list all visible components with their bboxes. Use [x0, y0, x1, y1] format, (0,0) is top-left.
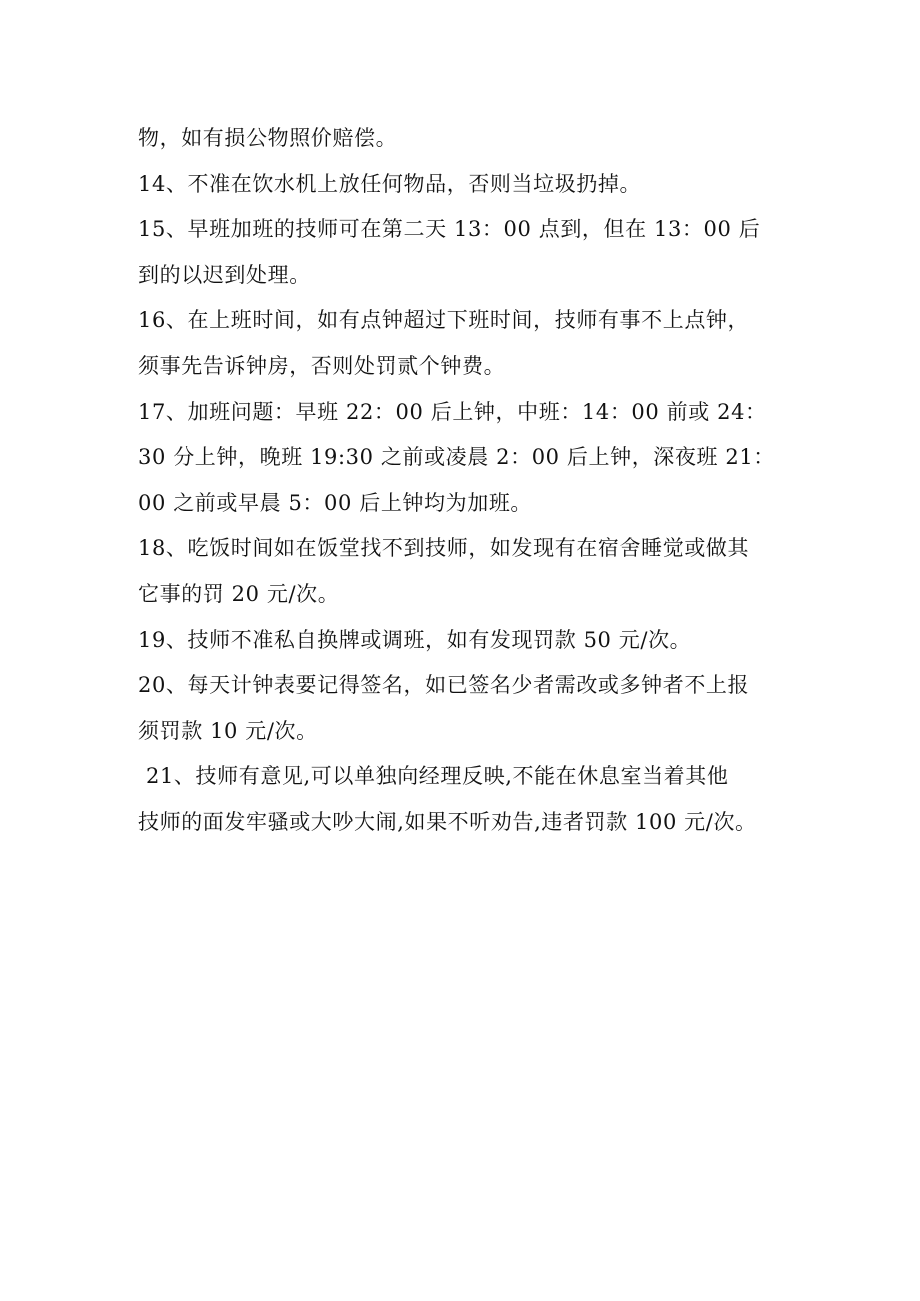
rule-21-continued: 技师的面发牢骚或大吵大闹,如果不听劝告,违者罚款 100 元/次。 [138, 809, 757, 834]
rule-17-continued: 30 分上钟，晚班 19:30 之前或凌晨 2：00 后上钟，深夜班 21： [138, 445, 775, 470]
rule-15: 15、早班加班的技师可在第二天 13：00 点到，但在 13：00 后 [138, 217, 761, 242]
rule-14: 14、不准在饮水机上放任何物品，否则当垃圾扔掉。 [138, 171, 642, 196]
rule-19: 19、技师不准私自换牌或调班，如有发现罚款 50 元/次。 [138, 627, 692, 652]
rule-21: 21、技师有意见,可以单独向经理反映,不能在休息室当着其他 [146, 764, 729, 789]
rule-20: 20、每天计钟表要记得签名，如已签名少者需改或多钟者不上报 [138, 673, 750, 698]
rule-15-continued: 到的以迟到处理。 [138, 262, 311, 287]
rule-17: 17、加班问题：早班 22：00 后上钟，中班：14：00 前或 24： [138, 399, 767, 424]
rule-18: 18、吃饭时间如在饭堂找不到技师，如发现有在宿舍睡觉或做其 [138, 536, 750, 561]
rule-17-continued: 00 之前或早晨 5：00 后上钟均为加班。 [138, 490, 533, 515]
text-line: 物，如有损公物照价赔偿。 [138, 126, 398, 150]
rule-18-continued: 它事的罚 20 元/次。 [138, 581, 340, 606]
rule-16-continued: 须事先告诉钟房，否则处罚贰个钟费。 [138, 353, 506, 378]
document-body [138, 116, 818, 846]
rule-16: 16、在上班时间，如有点钟超过下班时间，技师有事不上点钟， [138, 308, 750, 333]
rule-20-continued: 须罚款 10 元/次。 [138, 718, 318, 743]
